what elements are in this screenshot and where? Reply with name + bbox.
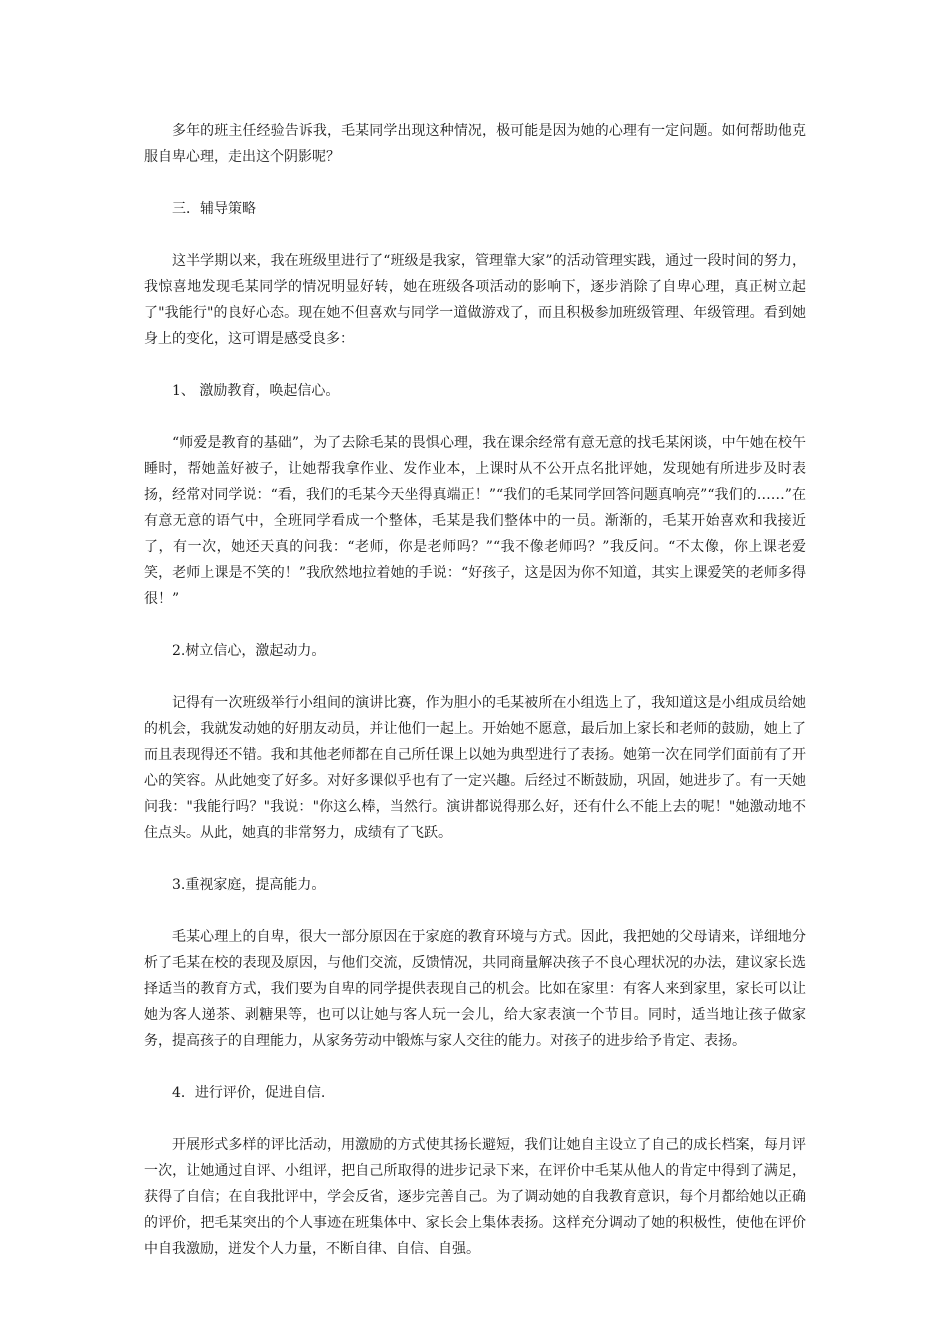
subheading-1: 1、 激励教育，唤起信心。	[172, 383, 340, 399]
paragraph-1: “师爱是教育的基础”，为了去除毛某的畏惧心理，我在课余经常有意无意的找毛某闲谈，中午她在校午睡时，帮她盖好被子，让她帮我拿作业、发作业本，上课时从不公开点名批评她，发现她有所进步及时表扬，经常对同学说：“看，我们的毛某今天坐得真端正！”“我们的毛某同学回答问题真响亮”“我们的……”在有意无意的语气中，全班同学看成一个整体，毛某是我们整体中的一员。渐渐的，毛某开始喜欢和我接近了，有一次，她还天真的问我：“老师，你是老师吗？”“我不像老师吗？”我反问。“不太像，你上课老爱笑，老师上课是不笑的！”我欣然地拉着她的手说：“好孩子，这是因为你不知道，其实上课爱笑的老师多得很！”	[144, 435, 806, 607]
paragraph-overview: 这半学期以来，我在班级里进行了“班级是我家，管理靠大家”的活动管理实践，通过一段时间的努力，我惊喜地发现毛某同学的情况明显好转，她在班级各项活动的影响下，逐步消除了自卑心理，真正树立起了"我能行"的良好心态。现在她不但喜欢与同学一道做游戏了，而且积极参加班级管理、年级管理。看到她身上的变化，这可谓是感受良多：	[144, 253, 806, 347]
subheading-2: 2.树立信心，激起动力。	[172, 643, 326, 659]
document-page	[144, 118, 806, 1262]
paragraph-3: 毛某心理上的自卑，很大一部分原因在于家庭的教育环境与方式。因此，我把她的父母请来，详细地分析了毛某在校的表现及原因，与他们交流，反馈情况，共同商量解决孩子不良心理状况的办法，建议家长选择适当的教育方式，我们要为自卑的同学提供表现自己的机会。比如在家里：有客人来到家里，家长可以让她为客人递茶、剥糖果等，也可以让她与客人玩一会儿，给大家表演一个节目。同时，适当地让孩子做家务，提高孩子的自理能力，从家务劳动中锻炼与家人交往的能力。对孩子的进步给予肯定、表扬。	[144, 929, 806, 1049]
spacer	[144, 612, 806, 638]
paragraph-4: 开展形式多样的评比活动，用激励的方式使其扬长避短，我们让她自主设立了自己的成长档案，每月评一次，让她通过自评、小组评，把自己所取得的进步记录下来，在评价中毛某从他人的肯定中得到了满足，获得了自信；在自我批评中，学会反省，逐步完善自己。为了调动她的自我教育意识，每个月都给她以正确的评价，把毛某突出的个人事迹在班集体中、家长会上集体表扬。这样充分调动了她的积极性，使他在评价中自我激励，迸发个人力量，不断自律、自信、自强。	[144, 1137, 806, 1257]
spacer	[144, 1106, 806, 1132]
spacer	[144, 222, 806, 248]
spacer	[144, 846, 806, 872]
spacer	[144, 898, 806, 924]
spacer	[144, 404, 806, 430]
subheading-4: 4．进行评价，促进自信.	[172, 1085, 326, 1101]
subheading-3: 3.重视家庭，提高能力。	[172, 877, 326, 893]
spacer	[144, 664, 806, 690]
spacer	[144, 1054, 806, 1080]
spacer	[144, 352, 806, 378]
spacer	[144, 170, 806, 196]
paragraph-2: 记得有一次班级举行小组间的演讲比赛，作为胆小的毛某被所在小组选上了，我知道这是小组成员给她的机会，我就发动她的好朋友动员，并让他们一起上。开始她不愿意，最后加上家长和老师的鼓励，她上了而且表现得还不错。我和其他老师都在自己所任课上以她为典型进行了表扬。她第一次在同学们面前有了开心的笑容。从此她变了好多。对好多课似乎也有了一定兴趣。后经过不断鼓励，巩固，她进步了。有一天她问我："我能行吗？"我说："你这么棒，当然行。演讲都说得那么好，还有什么不能上去的呢！"她激动地不住点头。从此，她真的非常努力，成绩有了飞跃。	[144, 695, 806, 841]
paragraph-intro: 多年的班主任经验告诉我，毛某同学出现这种情况，极可能是因为她的心理有一定问题。如何帮助他克服自卑心理，走出这个阴影呢？	[144, 123, 806, 165]
section-heading-strategy: 三．辅导策略	[172, 201, 256, 217]
